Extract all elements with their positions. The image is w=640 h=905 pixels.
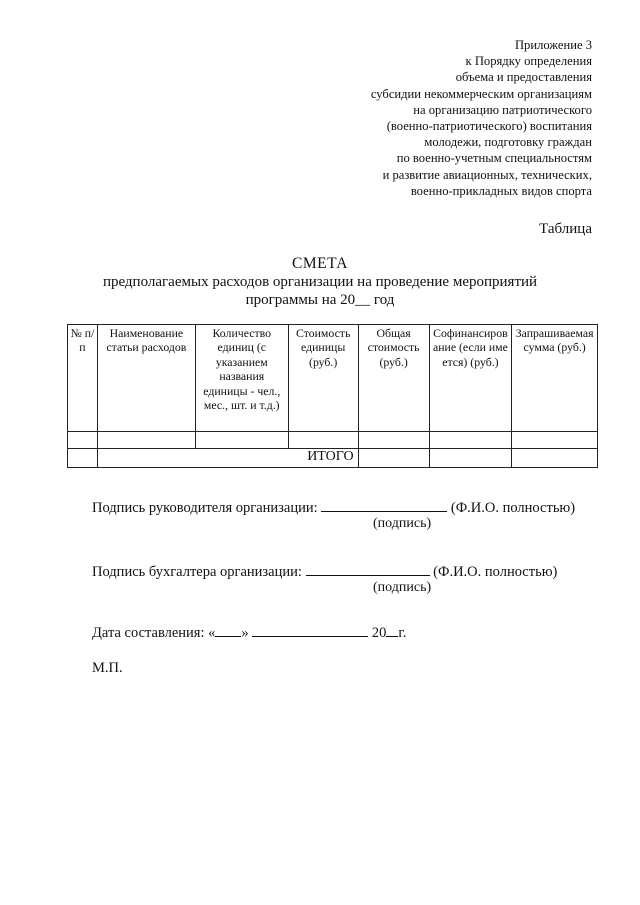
header-cell-requested: Запрашиваемая сумма (руб.) [512, 325, 598, 432]
appendix-line: объема и предоставления [455, 70, 592, 85]
header-cell-number: № п/п [68, 325, 98, 432]
head-signature-label: Подпись руководителя организации: [92, 500, 318, 516]
table-header-row [68, 325, 598, 432]
head-signature-note: (подпись) [373, 516, 432, 531]
appendix-line: по военно-учетным специальностям [396, 151, 592, 166]
date-day-field[interactable] [215, 624, 241, 637]
appendix-line: молодежи, подготовку граждан [424, 135, 592, 150]
date-month-field[interactable] [252, 624, 368, 637]
table-cell[interactable] [512, 432, 598, 449]
date-year: 20 [371, 625, 387, 641]
total-label: ИТОГО [97, 449, 358, 468]
head-signature-line [92, 499, 575, 517]
header-cell-item-name: Наименование статьи расходов [97, 325, 195, 432]
date-year-field[interactable] [386, 624, 398, 637]
header-cell-unit-cost: Стоимость единицы (руб.) [288, 325, 358, 432]
total-row [68, 449, 598, 468]
appendix-line: на организацию патриотического [413, 102, 592, 117]
seal-place: М.П. [92, 660, 123, 676]
total-cell[interactable] [429, 449, 512, 468]
table-label: Таблица [539, 221, 592, 237]
title-block [0, 255, 640, 309]
appendix-line: (военно-патриотического) воспитания [386, 119, 592, 134]
date-quote-close: » [241, 625, 249, 641]
total-cell[interactable] [358, 449, 429, 468]
table-cell[interactable] [97, 432, 195, 449]
date-year-suffix: г. [398, 625, 407, 641]
accountant-name-note: (Ф.И.О. полностью) [433, 564, 558, 580]
document-title: СМЕТА [292, 255, 348, 272]
table-row [68, 432, 598, 449]
accountant-signature-line [92, 563, 557, 581]
document-subtitle-year: программы на 20__ год [245, 292, 395, 308]
appendix-line: субсидии некоммерческим организациям [370, 86, 592, 101]
estimate-table [67, 324, 598, 468]
total-cell[interactable] [512, 449, 598, 468]
accountant-signature-note: (подпись) [373, 580, 432, 595]
header-cell-total-cost: Общая стоимость (руб.) [358, 325, 429, 432]
header-cell-cofinancing: Софинансирование (если имеется) (руб.) [429, 325, 512, 432]
appendix-block [272, 37, 592, 199]
table-cell[interactable] [288, 432, 358, 449]
table-cell [68, 449, 98, 468]
head-signature-field[interactable] [321, 499, 447, 512]
header-cell-quantity: Количество единиц (с указанием названия единицы - чел., мес., шт. и т.д.) [195, 325, 288, 432]
appendix-line: военно-прикладных видов спорта [410, 183, 592, 198]
accountant-signature-field[interactable] [306, 563, 430, 576]
table-cell[interactable] [195, 432, 288, 449]
table-cell[interactable] [358, 432, 429, 449]
accountant-signature-label: Подпись бухгалтера организации: [92, 564, 302, 580]
appendix-line: и развитие авиационных, технических, [382, 167, 592, 182]
head-name-note: (Ф.И.О. полностью) [450, 500, 576, 516]
table-cell[interactable] [68, 432, 98, 449]
appendix-line: к Порядку определения [465, 54, 592, 69]
appendix-line: Приложение 3 [514, 38, 592, 52]
date-label: Дата составления: « [92, 625, 216, 641]
table-cell[interactable] [429, 432, 512, 449]
document-subtitle: предполагаемых расходов организации на проведение мероприятий [102, 274, 538, 290]
date-line [92, 624, 406, 642]
